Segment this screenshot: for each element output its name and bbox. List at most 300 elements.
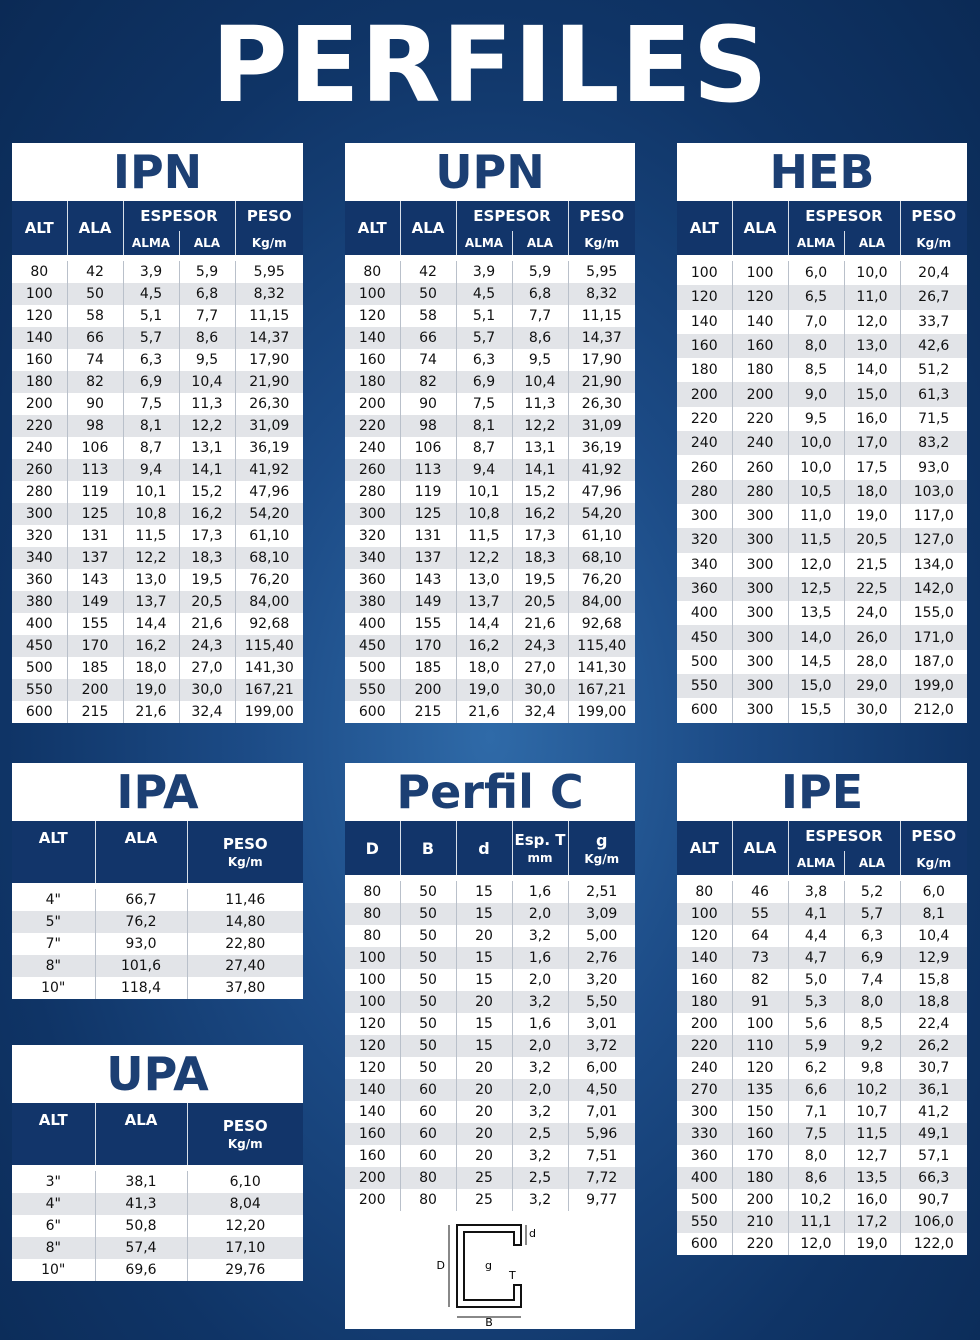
table-cell: 22,80: [187, 933, 303, 955]
table-cell: 3,2: [512, 1145, 568, 1167]
table-row: [12, 1259, 303, 1281]
table-cell: 300: [732, 698, 788, 722]
table-cell: 6,3: [456, 349, 512, 371]
table-cell: 3,9: [456, 261, 512, 283]
table-cell: 29,0: [844, 674, 900, 698]
table-cell: 18,3: [512, 547, 568, 569]
table-cell: 50: [400, 283, 456, 305]
table-cell: 41,3: [95, 1193, 187, 1215]
table-cell: 300: [345, 503, 400, 525]
table-cell: 140: [677, 310, 732, 334]
table-cell: 12,9: [900, 947, 967, 969]
table-cell: 20,5: [179, 591, 235, 613]
table-cell: 450: [12, 635, 67, 657]
table-cell: 24,3: [512, 635, 568, 657]
table-cell: 119: [67, 481, 123, 503]
table-cell: 280: [345, 481, 400, 503]
table-cell: 167,21: [568, 679, 635, 701]
table-cell: 3,09: [568, 903, 635, 925]
table-cell: 210: [732, 1211, 788, 1233]
table-cell: 7,4: [844, 969, 900, 991]
table-cell: 60: [400, 1145, 456, 1167]
table-cell: 13,7: [456, 591, 512, 613]
table-cell: 8,1: [456, 415, 512, 437]
table-cell: 215: [67, 701, 123, 723]
ipn-panel: [12, 143, 303, 723]
table-cell: 4": [12, 889, 95, 911]
table-cell: 380: [345, 591, 400, 613]
table-cell: 10,0: [844, 261, 900, 285]
table-cell: 11,15: [568, 305, 635, 327]
table-cell: 6,5: [788, 285, 844, 309]
table-cell: 74: [67, 349, 123, 371]
table-cell: 1,6: [512, 881, 568, 903]
table-cell: 5": [12, 911, 95, 933]
table-cell: 66: [400, 327, 456, 349]
table-cell: 5,50: [568, 991, 635, 1013]
table-row: [677, 504, 967, 528]
table-cell: 400: [345, 613, 400, 635]
table-cell: 13,5: [844, 1167, 900, 1189]
table-row: [12, 591, 303, 613]
col-peso: PESO: [235, 201, 303, 231]
table-cell: 80: [345, 881, 400, 903]
table-cell: 8,1: [123, 415, 179, 437]
table-row: [12, 635, 303, 657]
table-cell: 8,0: [788, 334, 844, 358]
table-cell: 17,10: [187, 1237, 303, 1259]
table-cell: 8,0: [788, 1145, 844, 1167]
table-cell: 4,50: [568, 1079, 635, 1101]
table-row: [345, 1101, 635, 1123]
table-cell: 171,0: [900, 625, 967, 649]
table-cell: 13,0: [123, 569, 179, 591]
table-cell: 50: [400, 1035, 456, 1057]
table-cell: 27,0: [512, 657, 568, 679]
col-alma: ALMA: [788, 231, 844, 255]
table-cell: 10,1: [456, 481, 512, 503]
perfilc-panel: [345, 763, 635, 1329]
table-row: [12, 371, 303, 393]
table-cell: 7,72: [568, 1167, 635, 1189]
table-row: [345, 701, 635, 723]
table-cell: 64: [732, 925, 788, 947]
table-cell: 14,5: [788, 650, 844, 674]
col-g-label: g: [596, 830, 608, 850]
table-cell: 215: [400, 701, 456, 723]
table-cell: 8,7: [456, 437, 512, 459]
table-cell: 6,0: [900, 881, 967, 903]
table-cell: 5,6: [788, 1013, 844, 1035]
table-cell: 26,0: [844, 625, 900, 649]
table-cell: 30,7: [900, 1057, 967, 1079]
table-cell: 18,3: [179, 547, 235, 569]
table-cell: 300: [732, 601, 788, 625]
table-cell: 93,0: [95, 933, 187, 955]
table-cell: 300: [732, 625, 788, 649]
table-cell: 300: [732, 674, 788, 698]
table-cell: 19,0: [123, 679, 179, 701]
table-cell: 28,0: [844, 650, 900, 674]
table-cell: 14,1: [512, 459, 568, 481]
table-row: [677, 407, 967, 431]
table-cell: 2,0: [512, 1079, 568, 1101]
table-cell: 7,1: [788, 1101, 844, 1123]
table-row: [345, 437, 635, 459]
col-ala: ALA: [732, 821, 788, 875]
table-cell: 61,10: [568, 525, 635, 547]
table-cell: 7": [12, 933, 95, 955]
col-d: d: [456, 821, 512, 875]
table-row: [12, 525, 303, 547]
col-alt: ALT: [677, 821, 732, 875]
table-row: [677, 1079, 967, 1101]
table-cell: 450: [345, 635, 400, 657]
table-cell: 2,0: [512, 1035, 568, 1057]
table-cell: 50: [67, 283, 123, 305]
col-ala: ALA: [95, 1103, 187, 1165]
table-row: [345, 925, 635, 947]
table-cell: 106,0: [900, 1211, 967, 1233]
table-cell: 9,77: [568, 1189, 635, 1211]
table-cell: 5,95: [568, 261, 635, 283]
table-cell: 36,19: [568, 437, 635, 459]
heb-title: HEB: [769, 145, 875, 199]
table-cell: 47,96: [235, 481, 303, 503]
table-cell: 13,5: [788, 601, 844, 625]
table-cell: 167,21: [235, 679, 303, 701]
table-cell: 300: [732, 528, 788, 552]
col-ala-sub: ALA: [844, 851, 900, 875]
table-cell: 2,0: [512, 969, 568, 991]
table-cell: 100: [12, 283, 67, 305]
table-cell: 340: [677, 553, 732, 577]
table-cell: 160: [677, 969, 732, 991]
table-cell: 11,5: [844, 1123, 900, 1145]
table-cell: 15: [456, 1013, 512, 1035]
ipn-table: [12, 201, 303, 723]
table-cell: 220: [345, 415, 400, 437]
table-row: [12, 261, 303, 283]
table-cell: 240: [677, 1057, 732, 1079]
table-cell: 140: [345, 1101, 400, 1123]
table-cell: 18,8: [900, 991, 967, 1013]
table-cell: 50: [400, 1057, 456, 1079]
table-cell: 19,0: [844, 504, 900, 528]
ipa-title: IPA: [116, 765, 199, 819]
table-cell: 82: [67, 371, 123, 393]
table-cell: 82: [732, 969, 788, 991]
table-cell: 41,92: [235, 459, 303, 481]
table-cell: 16,2: [179, 503, 235, 525]
col-kgm: Kg/m: [235, 231, 303, 255]
table-row: [12, 889, 303, 911]
col-peso: PESO: [568, 201, 635, 231]
table-cell: 30,0: [512, 679, 568, 701]
table-row: [677, 310, 967, 334]
table-cell: 50: [400, 1013, 456, 1035]
table-cell: 1,6: [512, 947, 568, 969]
table-row: [677, 431, 967, 455]
table-row: [12, 283, 303, 305]
table-cell: 115,40: [568, 635, 635, 657]
table-cell: 50: [400, 969, 456, 991]
table-cell: 68,10: [235, 547, 303, 569]
table-row: [677, 1057, 967, 1079]
table-cell: 82: [400, 371, 456, 393]
table-row: [12, 613, 303, 635]
table-cell: 100: [345, 283, 400, 305]
table-row: [345, 613, 635, 635]
table-cell: 8,32: [568, 283, 635, 305]
table-cell: 84,00: [568, 591, 635, 613]
table-cell: 58: [67, 305, 123, 327]
table-cell: 6,2: [788, 1057, 844, 1079]
table-cell: 29,76: [187, 1259, 303, 1281]
table-row: [12, 547, 303, 569]
ipe-panel: [677, 763, 967, 1255]
table-cell: 50: [400, 991, 456, 1013]
table-cell: 199,00: [568, 701, 635, 723]
table-cell: 200: [345, 393, 400, 415]
table-row: [345, 969, 635, 991]
col-ala: ALA: [95, 821, 187, 883]
table-cell: 260: [345, 459, 400, 481]
table-cell: 14,1: [179, 459, 235, 481]
upa-table: [12, 1103, 303, 1281]
col-ala: ALA: [732, 201, 788, 255]
table-cell: 200: [677, 1013, 732, 1035]
perfilc-table: [345, 821, 635, 1211]
table-cell: 13,0: [456, 569, 512, 591]
table-cell: 220: [732, 407, 788, 431]
table-cell: 160: [677, 334, 732, 358]
table-cell: 170: [732, 1145, 788, 1167]
table-cell: 10": [12, 1259, 95, 1281]
table-cell: 60: [400, 1123, 456, 1145]
table-cell: 330: [677, 1123, 732, 1145]
table-cell: 55: [732, 903, 788, 925]
table-cell: 180: [12, 371, 67, 393]
table-cell: 57,1: [900, 1145, 967, 1167]
upn-panel: [345, 143, 635, 723]
table-cell: 66: [67, 327, 123, 349]
table-cell: 155,0: [900, 601, 967, 625]
col-ala: ALA: [400, 201, 456, 255]
table-cell: 127,0: [900, 528, 967, 552]
table-row: [345, 261, 635, 283]
table-row: [345, 349, 635, 371]
table-cell: 26,30: [568, 393, 635, 415]
table-cell: 400: [677, 1167, 732, 1189]
table-cell: 60: [400, 1101, 456, 1123]
table-cell: 140: [345, 327, 400, 349]
table-row: [12, 911, 303, 933]
table-cell: 18,0: [456, 657, 512, 679]
table-cell: 200: [732, 1189, 788, 1211]
table-row: [12, 1215, 303, 1237]
table-cell: 2,0: [512, 903, 568, 925]
table-row: [677, 947, 967, 969]
table-cell: 200: [400, 679, 456, 701]
table-cell: 200: [732, 382, 788, 406]
table-cell: 20,5: [512, 591, 568, 613]
table-cell: 240: [345, 437, 400, 459]
table-cell: 320: [345, 525, 400, 547]
table-cell: 15,0: [788, 674, 844, 698]
table-cell: 7,5: [456, 393, 512, 415]
table-row: [677, 382, 967, 406]
table-row: [345, 415, 635, 437]
table-cell: 119: [400, 481, 456, 503]
table-cell: 600: [345, 701, 400, 723]
table-cell: 2,51: [568, 881, 635, 903]
table-cell: 160: [12, 349, 67, 371]
table-cell: 135: [732, 1079, 788, 1101]
table-cell: 26,2: [900, 1035, 967, 1057]
table-cell: 2,76: [568, 947, 635, 969]
table-cell: 120: [677, 925, 732, 947]
table-row: [345, 635, 635, 657]
col-peso: [187, 821, 303, 883]
table-cell: 125: [400, 503, 456, 525]
table-cell: 220: [732, 1233, 788, 1255]
table-cell: 22,4: [900, 1013, 967, 1035]
table-cell: 6,9: [123, 371, 179, 393]
table-row: [677, 480, 967, 504]
table-cell: 120: [345, 305, 400, 327]
table-cell: 20: [456, 1145, 512, 1167]
table-row: [677, 881, 967, 903]
table-cell: 9,4: [123, 459, 179, 481]
col-g: [568, 821, 635, 875]
table-cell: 8,04: [187, 1193, 303, 1215]
table-cell: 220: [677, 1035, 732, 1057]
col-mm: mm: [527, 851, 553, 865]
table-row: [345, 1079, 635, 1101]
table-cell: 10,8: [123, 503, 179, 525]
col-kgm: Kg/m: [584, 851, 620, 866]
table-cell: 280: [732, 480, 788, 504]
table-row: [345, 503, 635, 525]
table-cell: 12,20: [187, 1215, 303, 1237]
table-cell: 10,2: [788, 1189, 844, 1211]
table-cell: 31,09: [568, 415, 635, 437]
table-cell: 500: [677, 650, 732, 674]
col-kgm: Kg/m: [227, 855, 263, 869]
table-cell: 60: [400, 1079, 456, 1101]
table-cell: 5,0: [788, 969, 844, 991]
table-cell: 5,9: [512, 261, 568, 283]
table-cell: 13,1: [179, 437, 235, 459]
table-cell: 3,8: [788, 881, 844, 903]
table-cell: 50: [400, 947, 456, 969]
col-alma: ALMA: [123, 231, 179, 255]
table-cell: 155: [400, 613, 456, 635]
table-cell: 5,2: [844, 881, 900, 903]
table-cell: 41,92: [568, 459, 635, 481]
table-cell: 12,2: [512, 415, 568, 437]
col-kgm: Kg/m: [900, 851, 967, 875]
table-cell: 9,5: [179, 349, 235, 371]
table-cell: 27,40: [187, 955, 303, 977]
table-cell: 300: [12, 503, 67, 525]
table-cell: 110: [732, 1035, 788, 1057]
table-cell: 5,3: [788, 991, 844, 1013]
table-cell: 185: [400, 657, 456, 679]
heb-table: [677, 201, 967, 723]
table-cell: 300: [732, 650, 788, 674]
table-cell: 8,7: [123, 437, 179, 459]
table-row: [677, 625, 967, 649]
table-cell: 8,6: [512, 327, 568, 349]
table-cell: 21,90: [235, 371, 303, 393]
table-cell: 340: [345, 547, 400, 569]
table-cell: 42: [400, 261, 456, 283]
table-cell: 17,2: [844, 1211, 900, 1233]
table-cell: 185: [67, 657, 123, 679]
col-ala-sub: ALA: [512, 231, 568, 255]
table-cell: 6,0: [788, 261, 844, 285]
table-cell: 25: [456, 1189, 512, 1211]
table-cell: 73: [732, 947, 788, 969]
table-cell: 400: [677, 601, 732, 625]
table-cell: 8,6: [788, 1167, 844, 1189]
table-cell: 84,00: [235, 591, 303, 613]
table-cell: 90,7: [900, 1189, 967, 1211]
table-cell: 19,0: [456, 679, 512, 701]
table-row: [12, 459, 303, 481]
upn-table: [345, 201, 635, 723]
table-cell: 10,2: [844, 1079, 900, 1101]
table-cell: 38,1: [95, 1171, 187, 1193]
table-cell: 4,5: [456, 283, 512, 305]
table-cell: 21,6: [456, 701, 512, 723]
table-cell: 360: [677, 1145, 732, 1167]
table-cell: 11,3: [512, 393, 568, 415]
col-peso: PESO: [900, 821, 967, 851]
table-cell: 80: [345, 903, 400, 925]
col-alt: ALT: [12, 1103, 95, 1165]
table-row: [12, 701, 303, 723]
table-cell: 15: [456, 903, 512, 925]
table-row: [345, 481, 635, 503]
table-row: [677, 1101, 967, 1123]
table-row: [12, 977, 303, 999]
table-cell: 240: [12, 437, 67, 459]
table-cell: 21,6: [179, 613, 235, 635]
table-cell: 20: [456, 1101, 512, 1123]
table-cell: 3,2: [512, 1101, 568, 1123]
perfilc-title: Perfil C: [396, 765, 584, 819]
table-cell: 100: [345, 969, 400, 991]
col-ala-sub: ALA: [179, 231, 235, 255]
table-cell: 11,46: [187, 889, 303, 911]
table-cell: 200: [677, 382, 732, 406]
table-cell: 360: [12, 569, 67, 591]
table-cell: 18,0: [123, 657, 179, 679]
table-row: [677, 1233, 967, 1255]
upn-title: UPN: [435, 145, 545, 199]
table-row: [677, 1035, 967, 1057]
col-kgm: Kg/m: [900, 231, 967, 255]
table-cell: 20: [456, 1123, 512, 1145]
table-cell: 106: [400, 437, 456, 459]
table-cell: 113: [67, 459, 123, 481]
col-espesor: ESPESOR: [788, 201, 900, 231]
table-cell: 340: [12, 547, 67, 569]
table-cell: 137: [400, 547, 456, 569]
